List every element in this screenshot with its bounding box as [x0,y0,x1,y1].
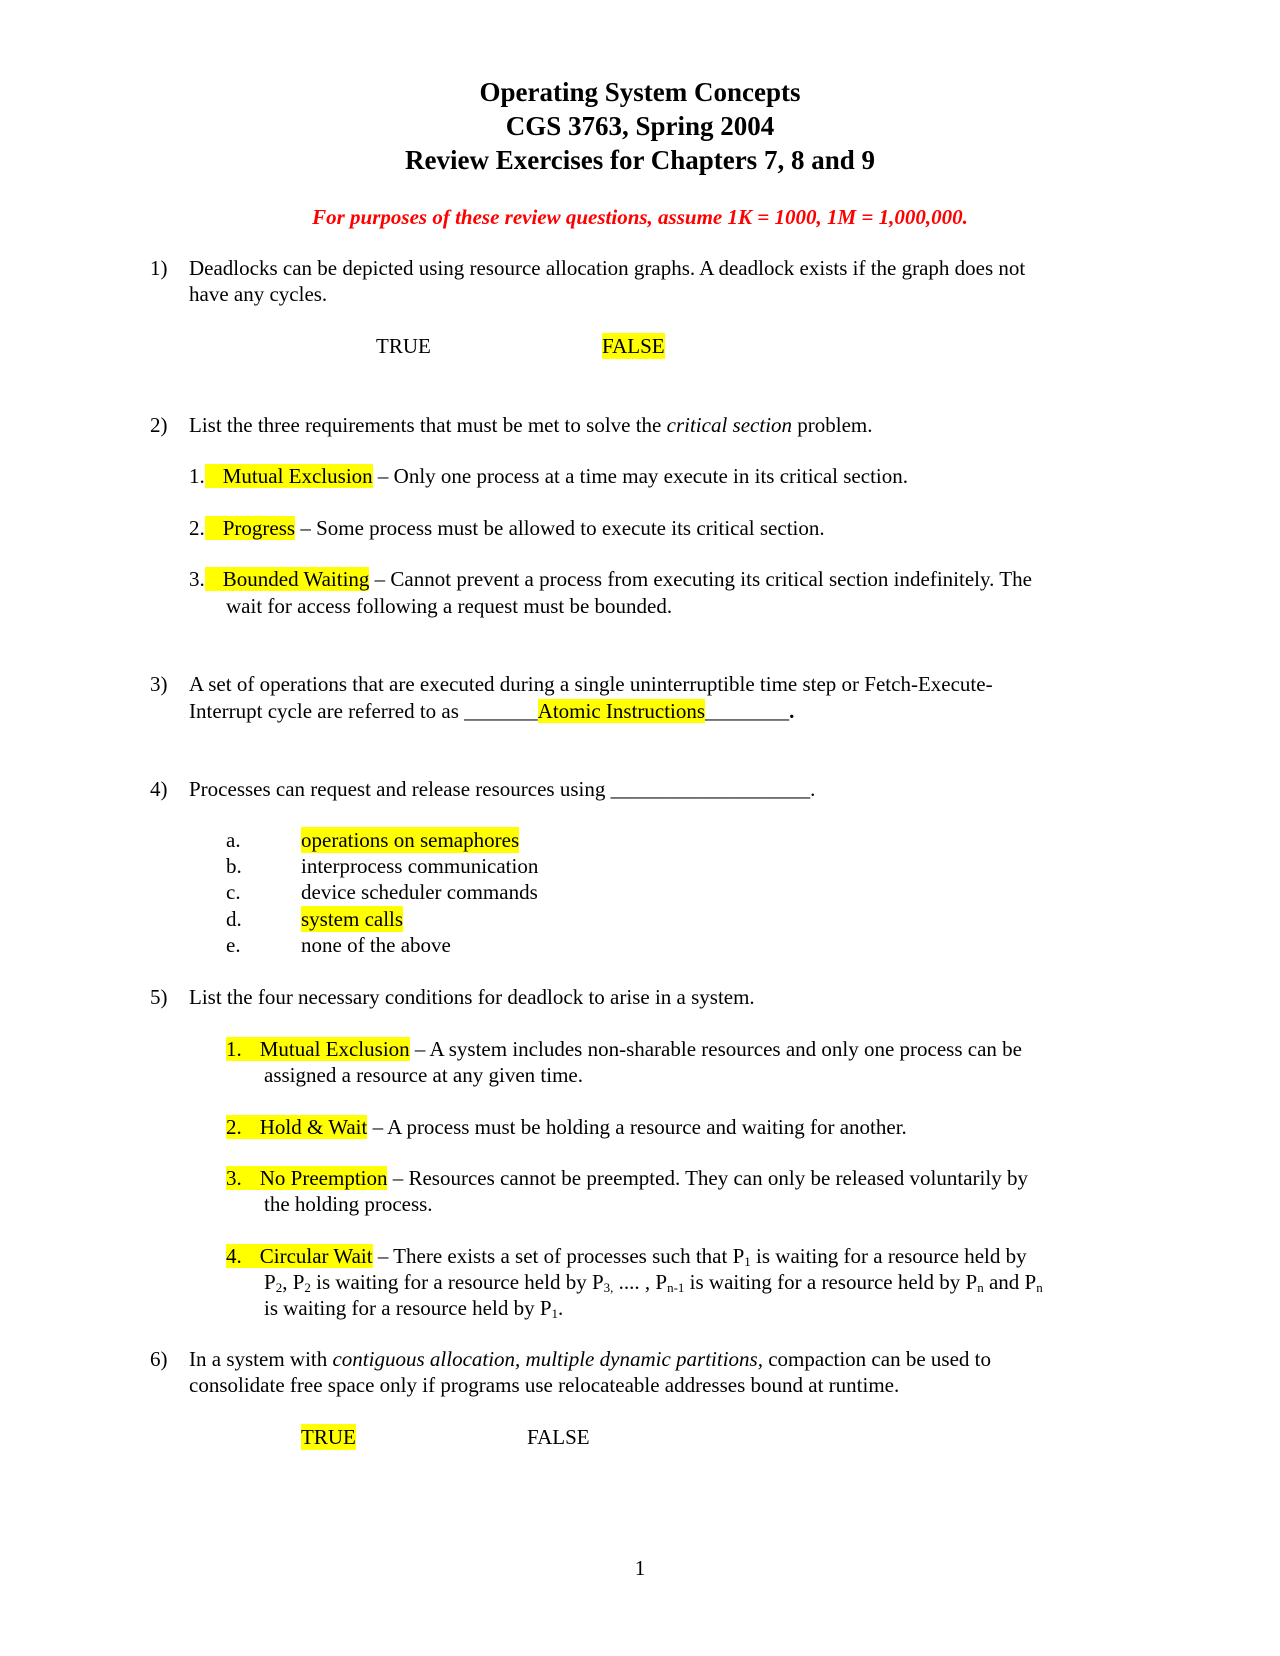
answer-term: Mutual Exclusion [205,464,373,488]
option-text: device scheduler commands [301,880,538,904]
question-number: 4) [150,777,168,801]
list-item: 1. Mutual Exclusion – Only one process at a time may execute in its critical section. [189,464,908,488]
answer-term: Bounded Waiting [205,567,370,591]
option-answer: operations on semaphores [301,828,520,852]
answer-term: Circular Wait [242,1244,373,1268]
list-item: 2. Hold & Wait – A process must be holding a resource and waiting for another. [226,1115,907,1139]
question-text: In a system with contiguous allocation, multiple dynamic partitions, compaction can be used to [189,1347,991,1371]
question-text: Interrupt cycle are referred to as _______Atomic Instructions________. [189,699,795,723]
page-number: 1 [634,1556,646,1580]
option-true: TRUE [376,334,431,358]
answer-term: Mutual Exclusion [242,1037,410,1061]
question-number: 6) [150,1347,168,1371]
list-item: 3. Bounded Waiting – Cannot prevent a process from executing its critical section indefinitely. The [189,567,1032,591]
answer-term: Hold & Wait [242,1115,368,1139]
list-item: 2. Progress – Some process must be allowed to execute its critical section. [189,516,825,540]
review-title: Review Exercises for Chapters 7, 8 and 9 [405,145,875,175]
list-item: 4. Circular Wait – There exists a set of processes such that $P_1$ is waiting for a resource held by [226,1244,1027,1269]
option-false-answer: FALSE [602,334,665,358]
question-text: Deadlocks can be depicted using resource allocation graphs. A deadlock exists if the graph does not [189,256,1026,280]
list-item-continuation: wait for access following a request must be bounded. [226,594,673,618]
list-item: 1. Mutual Exclusion – A system includes non-sharable resources and only one process can be [226,1037,1022,1061]
question-number: 5) [150,985,168,1009]
question-number: 1) [150,256,168,280]
question-text: Processes can request and release resources using ___________________. [189,777,816,801]
option-letter: d. [226,907,242,931]
option-text: interprocess communication [301,854,539,878]
answer-term: Progress [205,516,295,540]
option-letter: c. [226,880,241,904]
list-item: 3. No Preemption – Resources cannot be preempted. They can only be released voluntarily by [226,1166,1028,1190]
question-text: List the three requirements that must be met to solve the critical section problem. [189,413,873,437]
question-number: 2) [150,413,168,437]
list-item-continuation: the holding process. [264,1192,433,1216]
question-number: 3) [150,672,168,696]
question-text: have any cycles. [189,282,328,306]
question-text: A set of operations that are executed during a single uninterruptible time step or Fetch-Execute- [189,672,993,696]
question-text: consolidate free space only if programs use relocateable addresses bound at runtime. [189,1373,900,1397]
question-text: List the four necessary conditions for deadlock to arise in a system. [189,985,755,1009]
course-title: CGS 3763, Spring 2004 [505,111,775,141]
list-item-continuation: $P_2$, $P_2$ is waiting for a resource held by $P_{3,}$ .... , $P_{n-1}$ is waiting for a resource held by $P_n$ and $P_n$ [264,1270,1043,1295]
assumption-note: For purposes of these review questions, assume 1K = 1000, 1M = 1,000,000. [312,205,968,229]
list-item-continuation: is waiting for a resource held by $P_1$. [264,1296,564,1321]
fill-answer: Atomic Instructions [537,699,706,723]
option-answer: system calls [301,907,404,931]
answer-term: No Preemption [242,1166,388,1190]
doc-title: Operating System Concepts [479,77,801,107]
option-false: FALSE [527,1425,590,1449]
option-letter: a. [226,828,241,852]
option-letter: b. [226,854,242,878]
option-true-answer: TRUE [301,1425,356,1449]
option-letter: e. [226,933,241,957]
option-text: none of the above [301,933,451,957]
list-item-continuation: assigned a resource at any given time. [264,1063,583,1087]
